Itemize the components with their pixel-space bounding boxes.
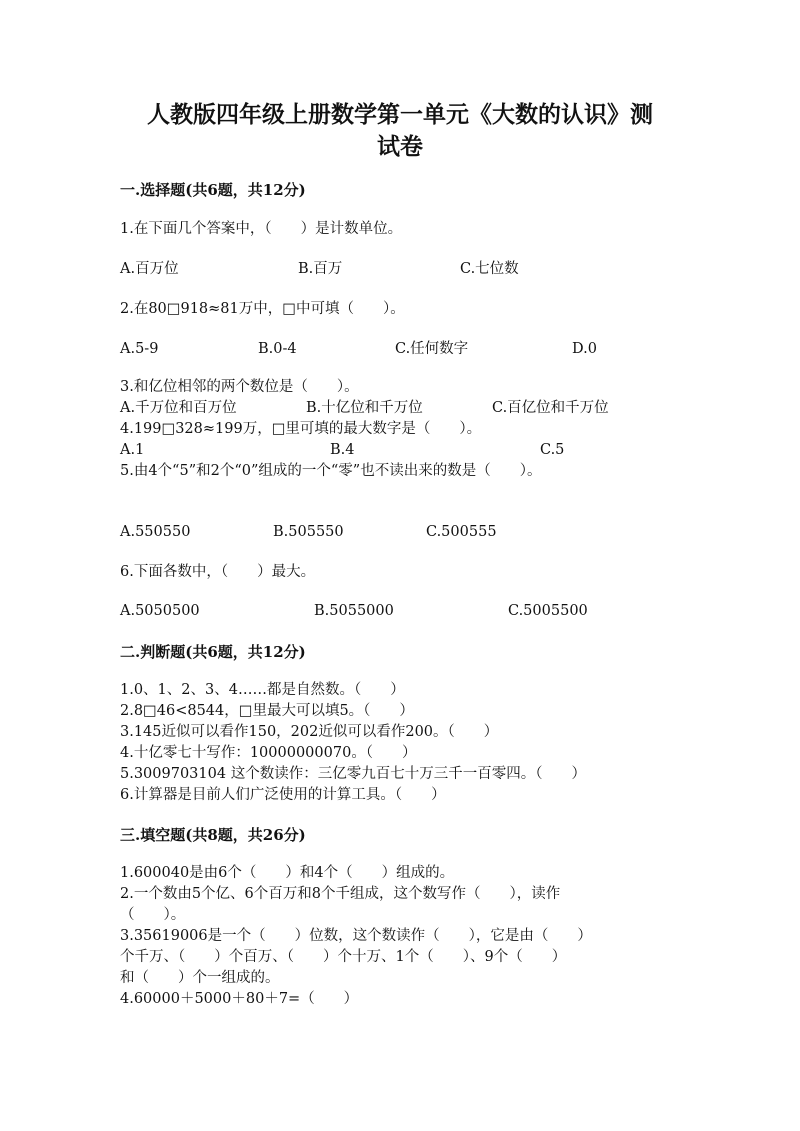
question-stem: 4.199□328≈199万，□里可填的最大数字是（ ）。 — [120, 421, 482, 437]
question-stem: 1.在下面几个答案中，（ ）是计数单位。 — [120, 221, 403, 237]
option-b: B.十亿位和千万位 — [306, 400, 423, 416]
option-c: C.5 — [540, 442, 565, 458]
option-c: C.百亿位和千万位 — [492, 400, 609, 416]
title-line-2: 试卷 — [377, 133, 423, 160]
question-stem: 6.下面各数中，（ ）最大。 — [120, 564, 316, 580]
fill-in-line: （ ）。 — [120, 907, 186, 923]
option-b: B.4 — [330, 442, 355, 458]
option-c: C.5005500 — [508, 603, 588, 619]
fill-in-line: 和（ ）个一组成的。 — [120, 970, 280, 986]
judgement-item: 1.0、1、2、3、4……都是自然数。（ ） — [120, 682, 405, 698]
option-b: B.百万 — [298, 261, 343, 277]
judgement-item: 3.145近似可以看作150，202近似可以看作200。（ ） — [120, 724, 499, 740]
option-a: A.550550 — [120, 524, 191, 540]
judgement-item: 4.十亿零七十写作：10000000070。（ ） — [120, 745, 417, 761]
option-a: A.千万位和百万位 — [120, 400, 237, 416]
judgement-item: 5.3009703104 这个数读作：三亿零九百七十万三千一百零四。（ ） — [120, 766, 586, 782]
option-a: A.5-9 — [120, 341, 159, 357]
fill-in-line: 1.600040是由6个（ ）和4个（ ）组成的。 — [120, 865, 455, 881]
fill-in-line: 4.60000＋5000＋80＋7=（ ） — [120, 991, 359, 1007]
question-stem: 5.由4个“5”和2个“0”组成的一个“零”也不读出来的数是（ ）。 — [120, 463, 542, 479]
option-c: C.七位数 — [460, 261, 519, 277]
option-d: D.0 — [572, 341, 597, 357]
judgement-item: 2.8□46<8544，□里最大可以填5。（ ） — [120, 703, 414, 719]
fill-in-line: 个千万、（ ）个百万、（ ）个十万、1个（ ）、9个（ ） — [120, 949, 567, 965]
title-line-1: 人教版四年级上册数学第一单元《大数的认识》测 — [147, 101, 653, 128]
question-stem: 3.和亿位相邻的两个数位是（ ）。 — [120, 379, 359, 395]
fill-in-line: 2.一个数由5个亿、6个百万和8个千组成，这个数写作（ ），读作 — [120, 886, 561, 902]
section-heading: 一.选择题(共6题，共12分) — [120, 181, 306, 199]
fill-in-line: 3.35619006是一个（ ）位数，这个数读作（ ），它是由（ ） — [120, 928, 592, 944]
option-b: B.0-4 — [258, 341, 297, 357]
option-a: A.百万位 — [120, 261, 179, 277]
option-c: C.任何数字 — [395, 341, 469, 357]
judgement-item: 6.计算器是目前人们广泛使用的计算工具。（ ） — [120, 787, 446, 803]
option-a: A.5050500 — [120, 603, 200, 619]
section-heading: 三.填空题(共8题，共26分) — [120, 826, 306, 844]
section-heading: 二.判断题(共6题，共12分) — [120, 643, 306, 661]
option-b: B.505550 — [273, 524, 344, 540]
option-a: A.1 — [120, 442, 145, 458]
question-stem: 2.在80□918≈81万中，□中可填（ ）。 — [120, 301, 405, 317]
option-c: C.500555 — [426, 524, 497, 540]
option-b: B.5055000 — [314, 603, 394, 619]
